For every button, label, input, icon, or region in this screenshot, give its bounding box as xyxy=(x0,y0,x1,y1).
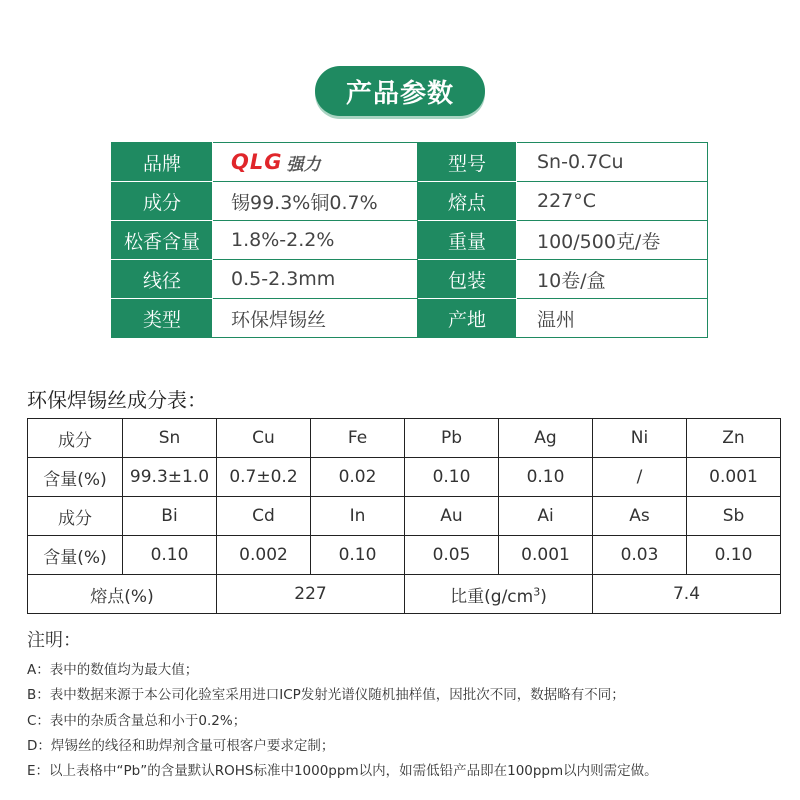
content-cell: 0.10 xyxy=(123,536,217,575)
param-value: 227°C xyxy=(517,182,708,221)
density-value: 7.4 xyxy=(593,575,781,614)
note-line: E：以上表格中“Pb”的含量默认ROHS标准中1000ppm以内，如需低铅产品即在100ppm以内则需定做。 xyxy=(27,763,658,780)
element-cell: Au xyxy=(405,497,499,536)
row-label: 含量(%) xyxy=(28,536,123,575)
content-cell: 0.05 xyxy=(405,536,499,575)
content-cell: 0.02 xyxy=(311,458,405,497)
element-cell: Zn xyxy=(687,419,781,458)
element-cell: Bi xyxy=(123,497,217,536)
note-line: B：表中数据来源于本公司化验室采用进口ICP发射光谱仪随机抽样值，因批次不同，数据略有不同； xyxy=(27,687,625,704)
element-cell: Sb xyxy=(687,497,781,536)
content-cell: 0.001 xyxy=(687,458,781,497)
param-key: 包装 xyxy=(418,260,517,299)
table-row xyxy=(28,458,781,497)
table-row xyxy=(112,299,708,338)
table-row xyxy=(112,221,708,260)
param-key: 品牌 xyxy=(112,143,213,182)
param-key: 类型 xyxy=(112,299,213,338)
note-line: D：焊锡丝的线径和助焊剂含量可根客户要求定制； xyxy=(27,737,335,754)
content-cell: 0.001 xyxy=(499,536,593,575)
density-label-sup: 3 xyxy=(533,584,541,598)
product-params-table xyxy=(111,142,708,338)
note-line: A：表中的数值均为最大值； xyxy=(27,662,199,678)
content-cell: 0.10 xyxy=(687,536,781,575)
note-line: C：表中的杂质含量总和小于0.2%； xyxy=(27,712,247,729)
content-cell: 0.10 xyxy=(499,458,593,497)
table-row xyxy=(28,419,781,458)
element-cell: Ai xyxy=(499,497,593,536)
element-cell: Pb xyxy=(405,419,499,458)
content-cell: 0.10 xyxy=(405,458,499,497)
row-label: 成分 xyxy=(28,419,123,458)
table-row xyxy=(28,497,781,536)
param-value: Sn-0.7Cu xyxy=(517,143,708,182)
notes-title: 注明： xyxy=(27,630,81,651)
param-value: 温州 xyxy=(517,299,708,338)
param-key: 型号 xyxy=(418,143,517,182)
param-value: 0.5-2.3mm xyxy=(213,260,418,299)
element-cell: Cu xyxy=(217,419,311,458)
page-title: 产品参数 xyxy=(345,78,454,109)
param-key: 松香含量 xyxy=(112,221,213,260)
brand-logo-text: 强力 xyxy=(286,154,321,175)
table-row xyxy=(28,536,781,575)
table-row xyxy=(112,143,708,182)
element-cell: Fe xyxy=(311,419,405,458)
row-label: 含量(%) xyxy=(28,458,123,497)
element-cell: As xyxy=(593,497,687,536)
param-value: 1.8%-2.2% xyxy=(213,221,418,260)
brand-logo xyxy=(213,143,418,182)
param-key: 熔点 xyxy=(418,182,517,221)
element-cell: Sn xyxy=(123,419,217,458)
param-key: 重量 xyxy=(418,221,517,260)
content-cell: / xyxy=(593,458,687,497)
notes-section xyxy=(27,626,787,784)
element-cell: Ni xyxy=(593,419,687,458)
section-title-product-params xyxy=(315,66,485,116)
table-row xyxy=(112,182,708,221)
brand-logo-mark: QLG xyxy=(231,150,283,174)
row-label: 成分 xyxy=(28,497,123,536)
content-cell: 0.03 xyxy=(593,536,687,575)
composition-table xyxy=(27,418,781,614)
table-row xyxy=(112,260,708,299)
param-value: 环保焊锡丝 xyxy=(213,299,418,338)
composition-table-title: 环保焊锡丝成分表： xyxy=(27,388,207,412)
table-row xyxy=(28,575,781,614)
melting-point-value: 227 xyxy=(217,575,405,614)
content-cell: 0.002 xyxy=(217,536,311,575)
param-value: 锡99.3%铜0.7% xyxy=(213,182,418,221)
content-cell: 0.7±0.2 xyxy=(217,458,311,497)
param-value: 100/500克/卷 xyxy=(517,221,708,260)
content-cell: 99.3±1.0 xyxy=(123,458,217,497)
element-cell: Cd xyxy=(217,497,311,536)
density-label-close: ) xyxy=(540,586,547,607)
element-cell: In xyxy=(311,497,405,536)
element-cell: Ag xyxy=(499,419,593,458)
param-key: 产地 xyxy=(418,299,517,338)
param-value: 10卷/盒 xyxy=(517,260,708,299)
content-cell: 0.10 xyxy=(311,536,405,575)
density-label xyxy=(405,575,593,614)
density-label-text: 比重(g/cm xyxy=(450,586,534,607)
param-key: 线径 xyxy=(112,260,213,299)
melting-point-label: 熔点(%) xyxy=(28,575,217,614)
param-key: 成分 xyxy=(112,182,213,221)
